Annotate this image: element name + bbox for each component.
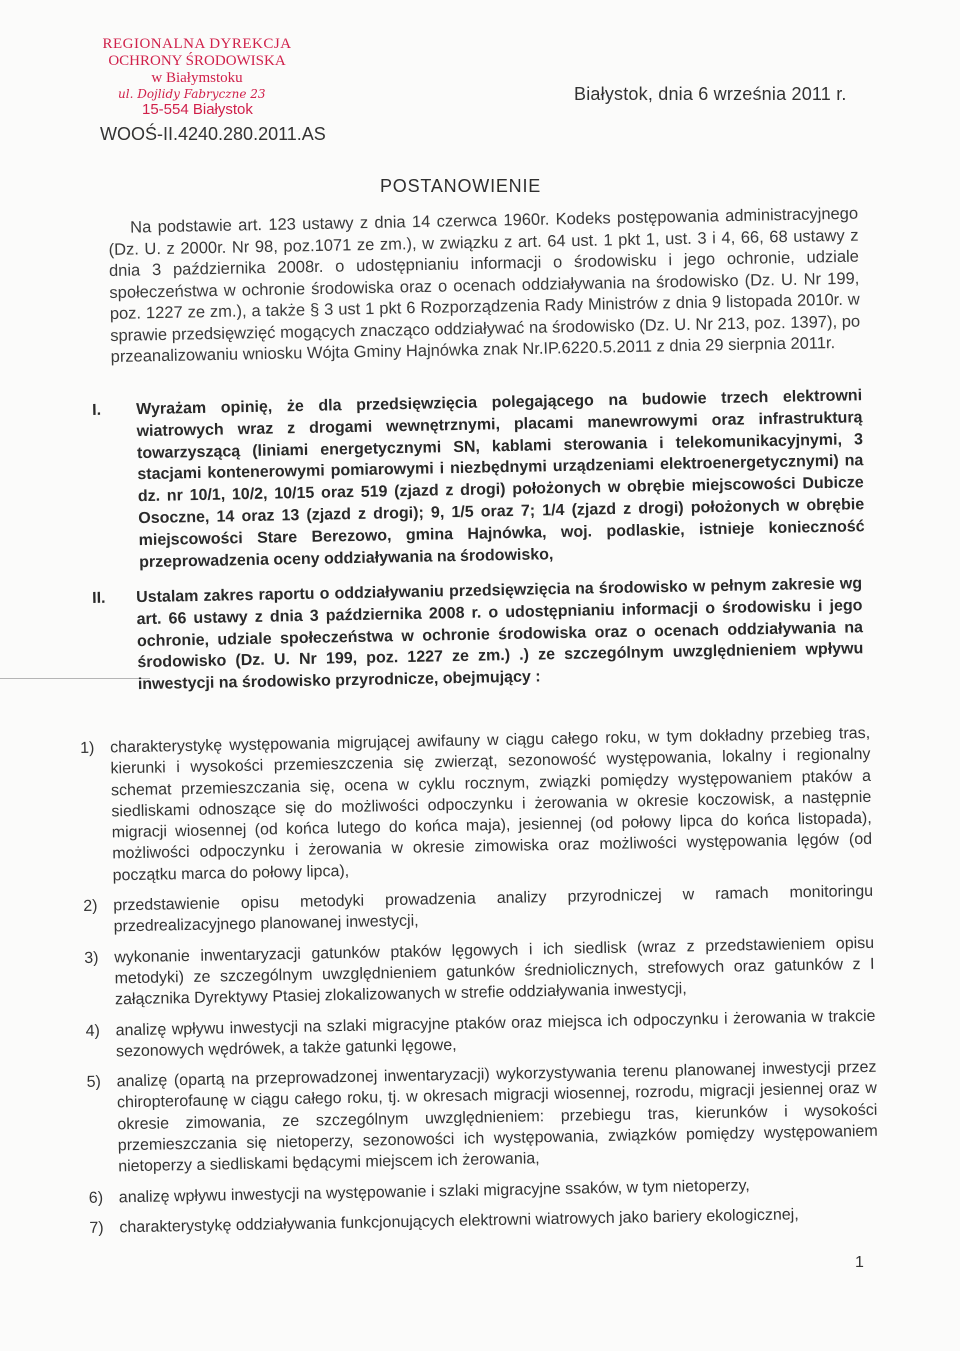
list-item-text: analizę (opartą na przeprowadzonej inwentaryzacji) wykorzystywania terenu planowanej inwestycji przez chiropterofaunę w ciągu całego roku, tj. w okresach migracji wiosennej, rozrodu, migracji jesiennej oraz w okresie zimowania, ze szczególnym uwzględnieniem: przebiegu tras, kierunków i wysokości przemieszczania się nietoperzy, sezonowości ich występowania, związków pomiędzy występowaniem nietoperzy a siedliskami będącymi miejscem ich żerowania, <box>116 1058 878 1176</box>
list-item-number: 4) <box>85 1022 101 1040</box>
decision-section-2 <box>92 573 864 697</box>
list-item-number: 7) <box>89 1219 104 1237</box>
list-item-number: 6) <box>88 1189 104 1207</box>
list-item-text: analizę wpływu inwestycji na szlaki migracyjne ptaków oraz miejsca ich odpoczynku i żerowania w trakcie sezonowych wędrówek, a także gatunki lęgowe, <box>115 1007 876 1061</box>
scope-list <box>80 723 880 1248</box>
list-item <box>85 1005 876 1063</box>
list-item <box>84 932 875 1011</box>
list-item-number: 5) <box>86 1073 102 1092</box>
preamble-paragraph: Na podstawie art. 123 ustawy z dnia 14 czerwca 1960r. Kodeks postępowania administracyjnego (Dz. U. z 2000r. Nr 98, poz.1071 ze zm.), w związku z art. 64 ust. 1 pkt 1, ust. 3 i 4, 66, 68 ustawy z dnia 3 października 2008r. o udostępnianiu informacji o środowisku i jego ochronie, udziale społeczeństwa w ochronie środowiska oraz o ocenach oddziaływania na środowisko (Dz. U. Nr 199, poz. 1227 ze zm.), a także § 3 ust 1 pkt 6 Rozporządzenia Rady Ministrów z dnia 9 listopada 2010r. w sprawie przedsięwzięć mogących znacząco oddziaływać na środowisko (Dz. U. Nr 213, poz. 1397), po przeanalizowaniu wniosku Wójta Gminy Hajnówka znak Nr.IP.6220.5.2011 z dnia 29 sierpnia 2011r. <box>108 204 861 366</box>
stamp-line-2: OCHRONY ŚRODOWISKA <box>108 53 286 69</box>
stamp-line-1: REGIONALNA DYREKCJA <box>102 36 292 52</box>
document-title: POSTANOWIENIE <box>380 176 542 196</box>
decision-section-1 <box>92 385 865 574</box>
reference-number: WOOŚ-II.4240.280.2011.AS <box>100 124 326 144</box>
office-stamp <box>92 36 322 119</box>
stamp-line-4: ul. Dojlidy Fabryczne 23 <box>118 87 266 101</box>
list-item-text: przedstawienie opisu metodyki prowadzenia analizy przyrodniczej w ramach monitoringu przedrealizacyjnego planowanej inwestycji, <box>113 882 874 936</box>
decision-text: Wyrażam opinię, że dla przedsięwzięcia polegającego na budowie trzech elektrowni wiatrowych wraz z drogami wewnętrznymi, placami manewrowymi oraz infrastrukturą towarzyszącą (liniami energetycznymi SN, kablami sterowania i telekomunikacyjnymi, 3 stacjami kontenerowymi pomiarowymi i niezbędnymi urządzeniami elektroenergetycznymi) na dz. nr 10/1, 10/2, 10/15 oraz 519 (zjazd z drogi) położonych w obrębie miejscowości Dubicze Osoczne, 14 oraz 13 (zjazd z drogi); 9, 1/5 oraz 7; 1/4 (zjazd z drogi) położonych w obrębie miejscowości Stare Berezowo, gmina Hajnówka, woj. podlaskie, istnieje konieczność przeprowadzenia oceny oddziaływania na środowisko, <box>136 387 865 571</box>
page-number: 1 <box>855 1254 864 1271</box>
list-item <box>89 1203 879 1239</box>
decision-text: Ustalam zakres raportu o oddziaływaniu przedsięwzięcia na środowisko w pełnym zakresie wg art. 66 ustawy z dnia 3 października 2008 r. o udostępnianiu informacji o środowisku i jego ochronie, udziale społeczeństwa w ochronie środowiska oraz o ocenach oddziaływania na środowisko (Dz. U. Nr 199, poz. 1227 ze zm.) .) ze szczególnym uwzględnieniem wpływu inwestycji na środowisko przyrodnicze, obejmujący : <box>136 575 864 694</box>
list-item-number: 2) <box>83 897 98 916</box>
list-item <box>89 1172 879 1208</box>
list-item <box>83 881 874 939</box>
list-item <box>80 723 873 887</box>
place-and-date: Białystok, dnia 6 września 2011 r. <box>574 84 847 104</box>
list-item-text: charakterystykę oddziaływania funkcjonujących elektrowni wiatrowych jako bariery ekologicznej, <box>119 1206 799 1237</box>
stamp-line-3: w Białymstoku <box>151 70 243 86</box>
list-item <box>86 1057 878 1179</box>
decision-number: I. <box>92 401 102 419</box>
list-item-number: 1) <box>80 739 95 757</box>
list-item-text: analizę wpływu inwestycji na występowanie i szlaki migracyjne ssaków, w tym nietoperzy, <box>118 1176 750 1206</box>
decision-number: II. <box>92 589 106 607</box>
list-item-text: charakterystykę występowania migrującej awifauny w ciągu całego roku, w tym dokładny przebieg tras, kierunki i wysokości przemieszczenia się zwierząt, sezonowość występowania, lokalny i regionalny schemat przemieszczania się, ocena w cyklu rocznym, związki pomiędzy występowaniem ptaków a siedliskami odnoszące się do możliwości odpoczynku i żerowania w okresie koczowisk, a następnie migracji wiosennej (od końca lutego do końca maja), jesiennej (od połowy lipca do końca listopada), możliwości odpoczynku i żerowania w okresie zimowiska oraz możliwości występowania lęgów (od początku marca do połowy lipca), <box>110 724 873 885</box>
list-item-number: 3) <box>84 949 99 967</box>
stamp-line-5: 15-554 Białystok <box>142 101 253 118</box>
list-item-text: wykonanie inwentaryzacji gatunków ptaków lęgowych i ich siedlisk (wraz z przedstawieniem opisu metodyki) ze szczególnym uwzględnieniem gatunków średnioliсznych, strefowych oraz gatunków z I załącznika Dyrektywy Ptasiej zlokalizowanych w strefie oddziaływania inwestycji, <box>114 934 875 1009</box>
